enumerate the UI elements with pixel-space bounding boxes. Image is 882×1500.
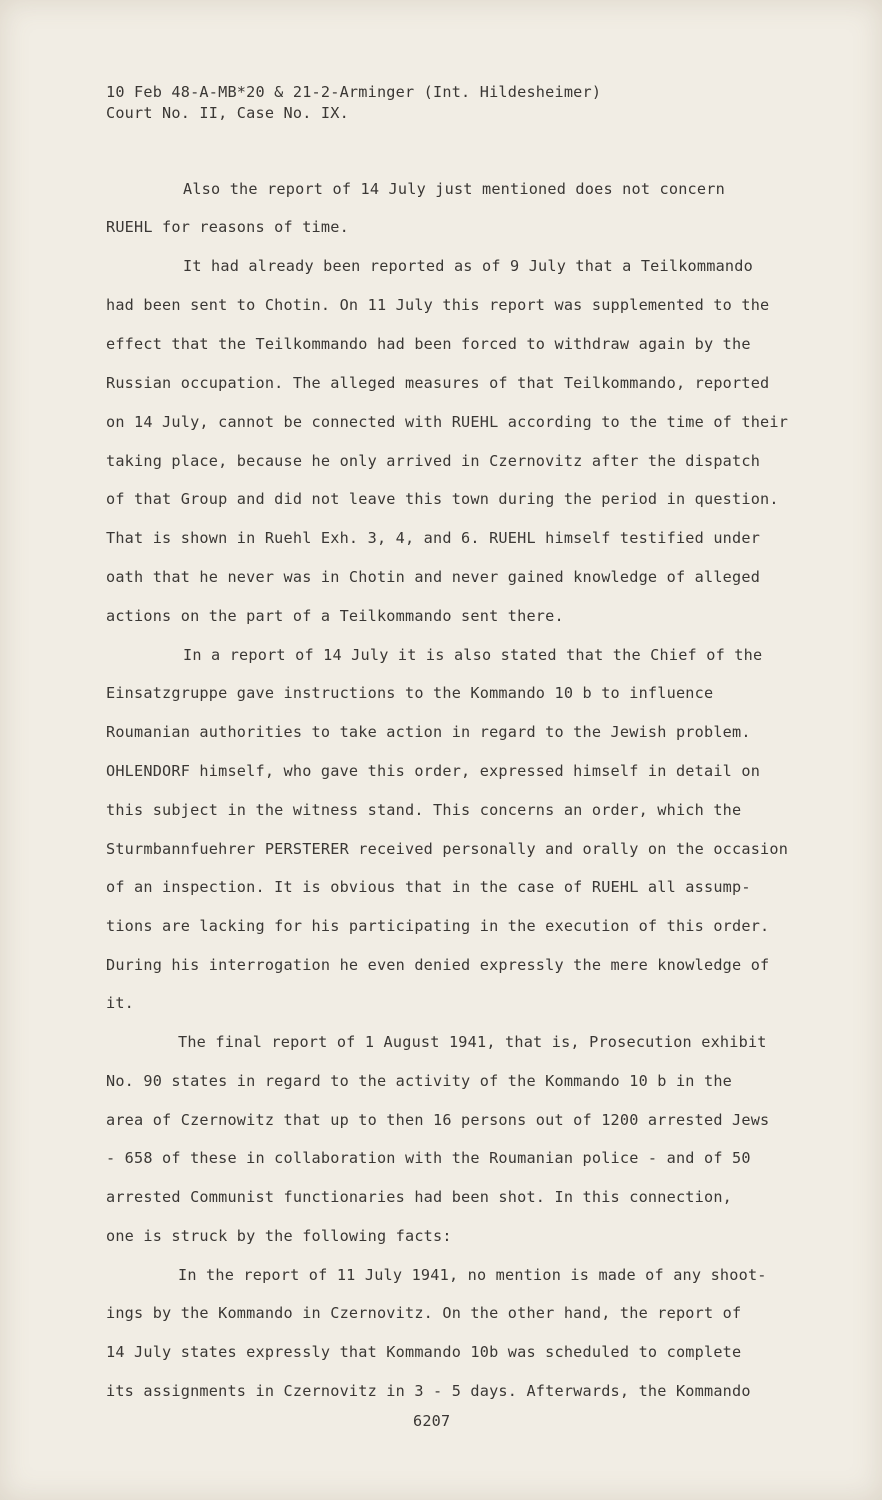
text-line: on 14 July, cannot be connected with RUEHL according to the time of their <box>106 413 789 431</box>
text-line: ings by the Kommando in Czernovitz. On the other hand, the report of <box>106 1304 742 1322</box>
text-line: one is struck by the following facts: <box>106 1227 452 1245</box>
text-line: The final report of 1 August 1941, that is, Prosecution exhibit <box>178 1033 767 1051</box>
document-header <box>106 82 601 124</box>
header-reference-line: 10 Feb 48-A-MB*20 & 21-2-Arminger (Int. Hildesheimer) <box>106 83 602 101</box>
text-line: taking place, because he only arrived in Czernovitz after the dispatch <box>106 452 761 470</box>
text-line: OHLENDORF himself, who gave this order, expressed himself in detail on <box>106 762 761 780</box>
text-line: Sturmbannfuehrer PERSTERER received personally and orally on the occasion <box>106 840 789 858</box>
text-line: oath that he never was in Chotin and never gained knowledge of alleged <box>106 568 761 586</box>
text-line: In a report of 14 July it is also stated that the Chief of the <box>183 646 763 664</box>
text-line: Einsatzgruppe gave instructions to the Kommando 10 b to influence <box>106 684 714 702</box>
text-line: effect that the Teilkommando had been forced to withdraw again by the <box>106 335 751 353</box>
text-line: it. <box>106 994 135 1012</box>
text-line: this subject in the witness stand. This concerns an order, which the <box>106 801 742 819</box>
text-line: It had already been reported as of 9 July that a Teilkommando <box>183 257 753 275</box>
text-line: Also the report of 14 July just mentioned does not concern <box>183 180 725 198</box>
text-line: actions on the part of a Teilkommando sent there. <box>106 607 564 625</box>
text-line: tions are lacking for his participating in the execution of this order. <box>106 917 770 935</box>
text-line: Russian occupation. The alleged measures of that Teilkommando, reported <box>106 374 770 392</box>
text-line: During his interrogation he even denied expressly the mere knowledge of <box>106 956 770 974</box>
text-line: arrested Communist functionaries had been shot. In this connection, <box>106 1188 733 1206</box>
text-line: of that Group and did not leave this town during the period in question. <box>106 490 779 508</box>
text-line: In the report of 11 July 1941, no mention is made of any shoot- <box>178 1266 767 1284</box>
text-line: of an inspection. It is obvious that in the case of RUEHL all assump- <box>106 878 751 896</box>
text-line: No. 90 states in regard to the activity of the Kommando 10 b in the <box>106 1072 733 1090</box>
page-number: 6207 <box>413 1412 451 1430</box>
header-court-line: Court No. II, Case No. IX. <box>106 104 349 122</box>
text-line: 14 July states expressly that Kommando 10b was scheduled to complete <box>106 1343 742 1361</box>
text-line: had been sent to Chotin. On 11 July this report was supplemented to the <box>106 296 770 314</box>
text-line: its assignments in Czernovitz in 3 - 5 days. Afterwards, the Kommando <box>106 1382 751 1400</box>
text-line: area of Czernowitz that up to then 16 persons out of 1200 arrested Jews <box>106 1111 770 1129</box>
text-line: That is shown in Ruehl Exh. 3, 4, and 6. RUEHL himself testified under <box>106 529 761 547</box>
text-line: Roumanian authorities to take action in regard to the Jewish problem. <box>106 723 751 741</box>
text-line: RUEHL for reasons of time. <box>106 218 349 236</box>
text-line: - 658 of these in collaboration with the Roumanian police - and of 50 <box>106 1149 751 1167</box>
